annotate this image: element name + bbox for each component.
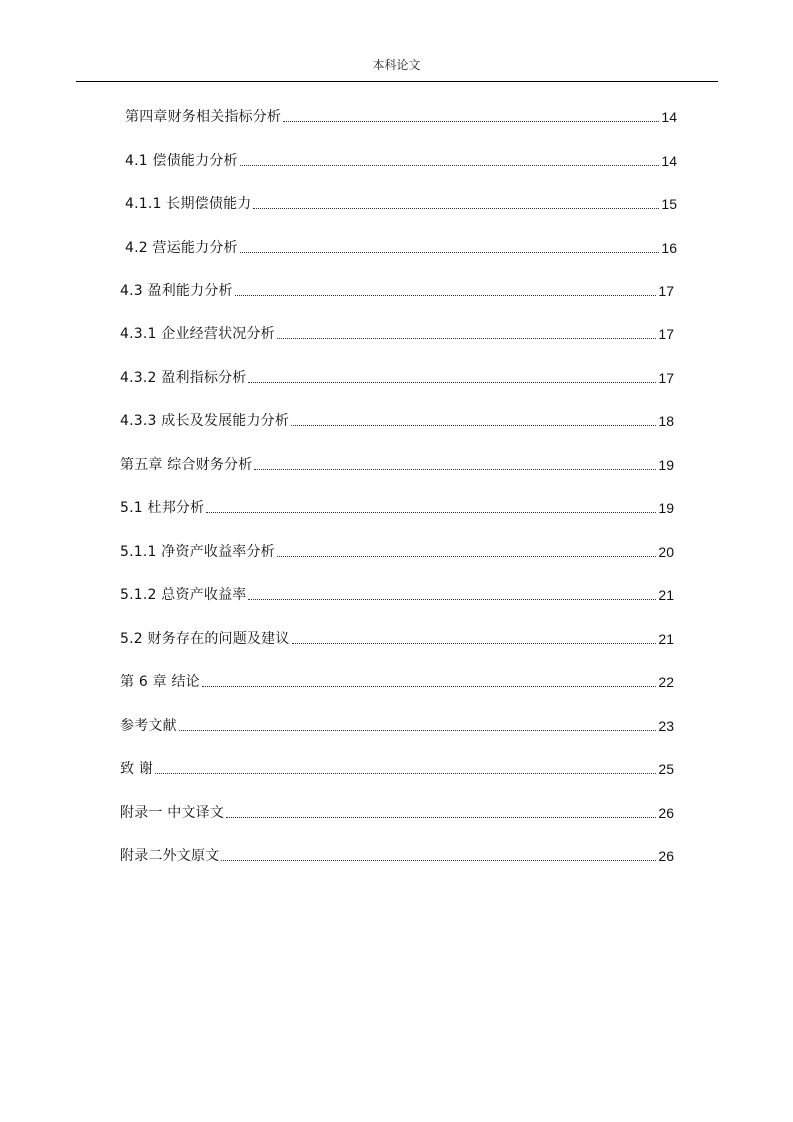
toc-dot-leader [240, 252, 660, 253]
toc-entry-page: 14 [661, 153, 677, 169]
toc-entry-title: 4.2 营运能力分析 [125, 240, 238, 256]
toc-entry[interactable] [125, 235, 677, 257]
toc-dot-leader [254, 469, 656, 470]
toc-entry-page: 22 [658, 674, 674, 690]
toc-entry-page: 20 [658, 544, 674, 560]
toc-entry[interactable] [120, 756, 674, 778]
toc-entry[interactable] [120, 452, 674, 474]
toc-entry-page: 21 [658, 631, 674, 647]
toc-entry-title: 参考文献 [120, 718, 177, 734]
toc-dot-leader [235, 295, 657, 296]
toc-dot-leader [221, 860, 656, 861]
toc-entry[interactable] [120, 582, 674, 604]
toc-entry-title: 4.1.1 长期偿债能力 [125, 196, 252, 212]
toc-entry-page: 18 [658, 413, 674, 429]
toc-entry[interactable] [120, 495, 674, 517]
toc-entry[interactable] [120, 713, 674, 735]
toc-entry-page: 19 [658, 457, 674, 473]
toc-dot-leader [240, 165, 660, 166]
toc-entry-page: 26 [658, 805, 674, 821]
toc-entry-page: 26 [658, 848, 674, 864]
toc-dot-leader [248, 382, 656, 383]
toc-entry[interactable] [120, 408, 674, 430]
toc-entry-title: 4.3.2 盈利指标分析 [120, 370, 247, 386]
toc-entry-page: 17 [658, 326, 674, 342]
toc-entry-title: 5.1.1 净资产收益率分析 [120, 544, 275, 560]
toc-entry-page: 17 [658, 370, 674, 386]
toc-entry-page: 17 [658, 283, 674, 299]
toc-entry-title: 4.3 盈利能力分析 [120, 283, 233, 299]
toc-entry[interactable] [120, 800, 674, 822]
toc-dot-leader [292, 643, 657, 644]
toc-dot-leader [206, 512, 656, 513]
toc-entry-title: 附录一 中文译文 [120, 805, 225, 821]
toc-dot-leader [277, 338, 657, 339]
toc-entry-title: 第 6 章 结论 [120, 674, 200, 690]
toc-entry-title: 致 谢 [120, 761, 154, 777]
toc-entry-title: 4.3.3 成长及发展能力分析 [120, 413, 290, 429]
toc-entry-page: 14 [661, 109, 677, 125]
toc-dot-leader [283, 121, 659, 122]
toc-dot-leader [202, 686, 657, 687]
toc-entry-page: 16 [661, 240, 677, 256]
toc-entry-title: 第四章财务相关指标分析 [125, 109, 282, 125]
toc-entry-title: 附录二外文原文 [120, 848, 220, 864]
toc-entry[interactable] [120, 539, 674, 561]
toc-entry[interactable] [125, 148, 677, 170]
toc-entry[interactable] [120, 626, 674, 648]
toc-entry-page: 21 [658, 587, 674, 603]
toc-entry-title: 4.1 偿债能力分析 [125, 153, 238, 169]
toc-entry-page: 15 [661, 196, 677, 212]
toc-entry-title: 4.3.1 企业经营状况分析 [120, 326, 275, 342]
toc-entry[interactable] [125, 191, 677, 213]
toc-dot-leader [226, 817, 656, 818]
toc-entry-title: 5.1 杜邦分析 [120, 500, 205, 516]
toc-entry[interactable] [120, 278, 674, 300]
toc-dot-leader [155, 773, 656, 774]
toc-entry-title: 第五章 综合财务分析 [120, 457, 253, 473]
toc-entry[interactable] [120, 669, 674, 691]
toc-entry[interactable] [120, 321, 674, 343]
toc-dot-leader [291, 425, 656, 426]
toc-entry[interactable] [120, 843, 674, 865]
toc-dot-leader [248, 599, 656, 600]
toc-entry-page: 25 [658, 761, 674, 777]
toc-entry-title: 5.2 财务存在的问题及建议 [120, 631, 290, 647]
toc-dot-leader [179, 730, 657, 731]
page-header: 本科论文 [372, 58, 421, 72]
toc-dot-leader [253, 208, 659, 209]
toc-entry-page: 19 [658, 500, 674, 516]
toc-dot-leader [277, 556, 657, 557]
toc-entry-title: 5.1.2 总资产收益率 [120, 587, 247, 603]
toc-entry-page: 23 [658, 718, 674, 734]
toc-entry[interactable] [120, 365, 674, 387]
toc-entry[interactable] [125, 104, 677, 126]
